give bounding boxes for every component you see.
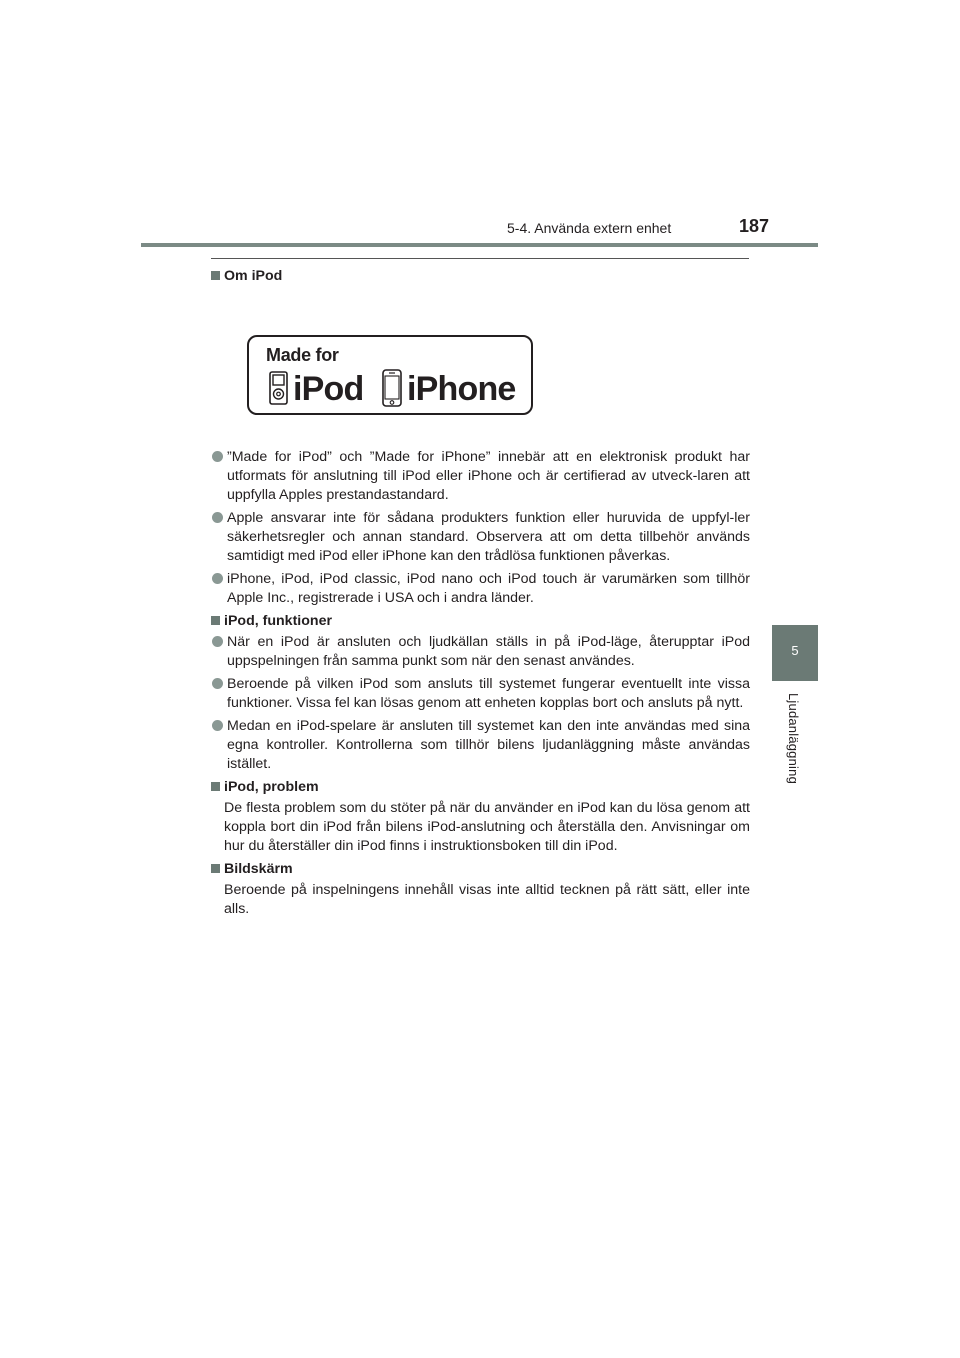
chapter-number: 5	[791, 643, 799, 658]
section-heading: iPod, funktioner	[211, 612, 750, 631]
list-item: När en iPod är ansluten och ljudkällan ställs in på iPod-läge, återupptar iPod uppspelningen från samma punkt som när den senast användes.	[211, 633, 750, 671]
divider	[211, 258, 749, 259]
paragraph: De flesta problem som du stöter på när du använder en iPod kan du lösa genom att koppla bort din iPod från bilens iPod-anslutning och återställa den. Anvisningar om hur du återställer din iPod finns i instruktionsboken till din iPod.	[224, 800, 750, 854]
list-item: iPhone, iPod, iPod classic, iPod nano och iPod touch är varumärken som tillhör Apple Inc., registrerade i USA och i andra länder.	[211, 570, 750, 608]
circle-bullet-icon	[212, 451, 223, 462]
circle-bullet-icon	[212, 636, 223, 647]
list-item: Beroende på vilken iPod som ansluts till systemet fungerar eventuellt inte vissa funktioner. Vissa fel kan lösas genom att enheten kopplas bort och ansluts på nytt.	[211, 675, 750, 713]
header-rule	[141, 243, 818, 247]
section-heading: Bildskärm	[211, 860, 750, 879]
circle-bullet-icon	[212, 720, 223, 731]
square-bullet-icon	[211, 864, 220, 873]
page-number: 187	[739, 216, 770, 236]
square-bullet-icon	[211, 782, 220, 791]
chapter-label: Ljudanläggning	[786, 693, 801, 784]
chapter-tab	[772, 625, 818, 681]
square-bullet-icon	[211, 616, 220, 625]
section-heading: Om iPod	[211, 267, 750, 286]
circle-bullet-icon	[212, 573, 223, 584]
circle-bullet-icon	[212, 678, 223, 689]
list-item: Apple ansvarar inte för sådana produkters funktion eller huruvida de uppfyl-ler säkerhetsregler och annan standard. Observera att om detta tillbehör används samtidigt med iPod eller iPhone kan den trådlösa funktionen påverkas.	[211, 509, 750, 566]
list-item: Medan en iPod-spelare är ansluten till systemet kan den inte användas med sina egna kontroller. Kontrollerna som tillhör bilens ljudanläggning måste användas istället.	[211, 717, 750, 774]
section-heading: iPod, problem	[211, 778, 750, 797]
section-title: 5-4. Använda extern enhet	[507, 220, 672, 236]
logo-made-for-text: Made for	[266, 345, 339, 365]
square-bullet-icon	[211, 271, 220, 280]
circle-bullet-icon	[212, 512, 223, 523]
logo-ipod-text: iPod	[293, 370, 364, 408]
page-content	[211, 267, 750, 923]
logo-iphone-text: iPhone	[407, 370, 516, 408]
list-item: ”Made for iPod” och ”Made for iPhone” innebär att en elektronisk produkt har utformats för anslutning till iPod eller iPhone och är certifierad av utveck-laren att uppfylla Apples prestandastandard.	[211, 448, 750, 505]
paragraph: Beroende på inspelningens innehåll visas inte alltid tecknen på rätt sätt, eller inte alls.	[224, 882, 750, 917]
